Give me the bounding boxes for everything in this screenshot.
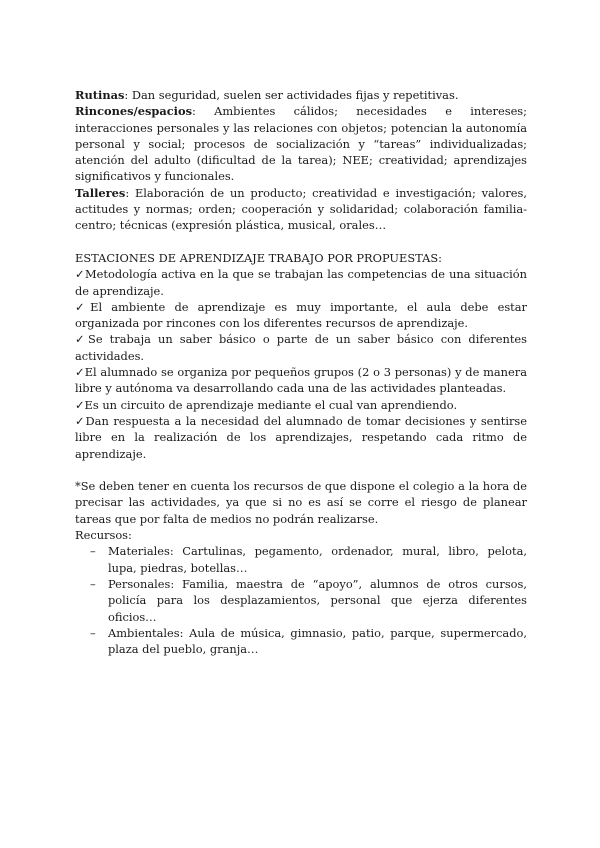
nota-paragraph: *Se deben tener en cuenta los recursos de que dispone el colegio a la hora de precisar las actividades, ya que si no es así se corre el riesgo de planear tareas que por falta de medios no podrán realizarse.	[75, 479, 527, 526]
estaciones-item	[75, 364, 527, 397]
estaciones-item-text: Se trabaja un saber básico o parte de un saber básico con diferentes actividades.	[75, 332, 528, 363]
estaciones-item	[75, 299, 527, 332]
recursos-list	[75, 543, 527, 657]
dash-icon: –	[90, 544, 96, 559]
check-icon: ✓	[75, 365, 85, 380]
text-rincones: : Ambientes cálidos; necesidades e intereses; interacciones personales y las relaciones con objetos; potencian la autonomía personal y social; procesos de socialización y “tareas” individualizadas; atención del adulto (dificultad de la tarea); NEE; creatividad; aprendizajes significativos y funcionales.	[75, 104, 527, 184]
check-icon: ✓	[75, 332, 89, 347]
list-item-text: Ambientales: Aula de música, gimnasio, patio, parque, supermercado, plaza del pueblo, granja…	[108, 625, 527, 657]
estaciones-item	[75, 331, 527, 364]
list-item-text: Materiales: Cartulinas, pegamento, ordenador, mural, libro, pelota, lupa, piedras, botellas…	[108, 544, 527, 575]
recursos-heading: Recursos:	[75, 528, 132, 543]
spacer	[75, 462, 527, 478]
check-icon: ✓	[75, 397, 85, 412]
dash-icon: –	[90, 625, 96, 640]
term-rincones: Rincones/espacios	[75, 104, 192, 119]
check-icon: ✓	[75, 299, 91, 314]
list-item-text: Personales: Familia, maestra de “apoyo”, alumnos de otros cursos, policía para los desplazamientos, personal que ejerza diferentes oficios…	[108, 576, 527, 624]
list-item	[90, 543, 527, 576]
check-icon: ✓	[75, 413, 86, 428]
estaciones-item	[75, 266, 527, 299]
term-rutinas: Rutinas	[75, 88, 125, 102]
document-page	[75, 87, 527, 657]
check-icon: ✓	[75, 267, 85, 282]
estaciones-item-text: El alumnado se organiza por pequeños grupos (2 o 3 personas) y de manera libre y autónoma va desarrollando cada una de las actividades planteadas.	[75, 365, 527, 396]
estaciones-heading: ESTACIONES DE APRENDIZAJE TRABAJO POR PROPUESTAS:	[75, 250, 442, 265]
estaciones-item-text: El ambiente de aprendizaje es muy importante, el aula debe estar organizada por rincones con los diferentes recursos de aprendizaje.	[75, 299, 527, 331]
estaciones-item-text: Metodología activa en la que se trabajan las competencias de una situación de aprendizaje.	[75, 267, 528, 298]
text-rutinas: : Dan seguridad, suelen ser actividades fijas y repetitivas.	[124, 88, 459, 102]
list-item	[90, 576, 527, 625]
paragraph-rutinas	[75, 87, 527, 103]
estaciones-item	[75, 397, 527, 413]
estaciones-item-text: Dan respuesta a la necesidad del alumnado de tomar decisiones y sentirse libre en la realización de los aprendizajes, respetando cada ritmo de aprendizaje.	[75, 413, 528, 461]
dash-icon: –	[90, 576, 96, 591]
text-talleres: : Elaboración de un producto; creatividad e investigación; valores, actitudes y normas; orden; cooperación y solidaridad; colaboración familia-centro; técnicas (expresión plástica, musical, orales…	[75, 185, 527, 233]
spacer	[75, 234, 527, 250]
paragraph-rincones	[75, 103, 527, 184]
term-talleres: Talleres	[75, 185, 126, 200]
estaciones-item	[75, 413, 527, 462]
list-item	[90, 625, 527, 658]
paragraph-talleres	[75, 185, 527, 234]
estaciones-item-text: Es un circuito de aprendizaje mediante el cual van aprendiendo.	[84, 397, 458, 412]
